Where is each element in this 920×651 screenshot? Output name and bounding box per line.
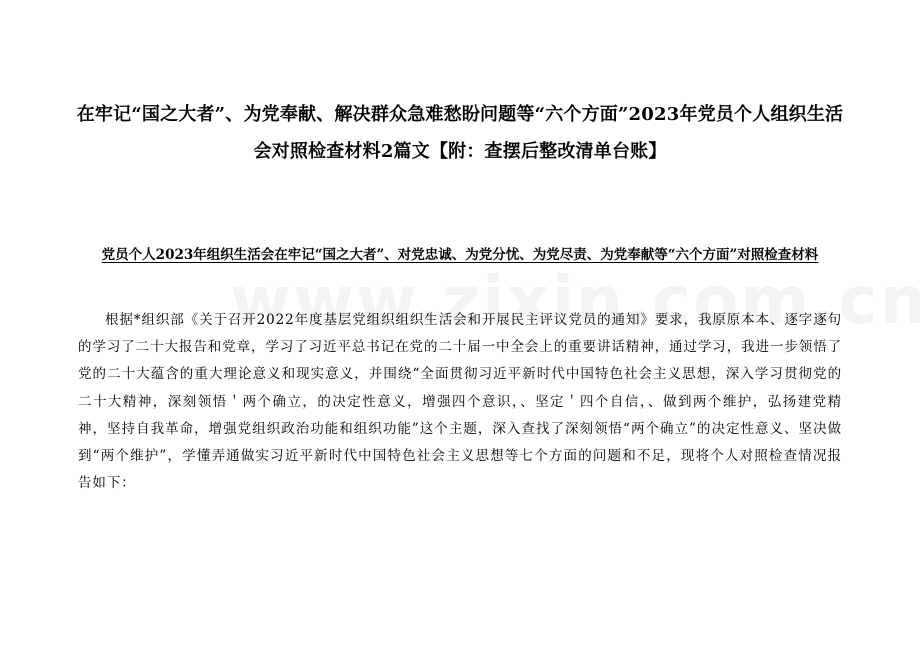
section-heading: 党员个人2023年组织生活会在牢记“国之大者”、对党忠诚、为党分忧、为党尽责、为党奉献等“六个方面”对照检查材料	[101, 247, 819, 263]
document-title: 在牢记“国之大者”、为党奉献、解决群众急难愁盼问题等“六个方面”2023年党员个人组织生活会对照检查材料2篇文【附：查摆后整改清单台账】	[76, 104, 844, 162]
body-paragraph: 根据*组织部《关于召开2022年度基层党组织组织生活会和开展民主评议党员的通知》要求，我原原本本、逐字逐句的学习了二十大报告和党章，学习了习近平总书记在党的二十届一中全会上的重要讲话精神，通过学习，我进一步领悟了党的二十大蕴含的重大理论意义和现实意义，并围绕“全面贯彻习近平新时代中国特色社会主义思想，深入学习贯彻党的二十大精神，深刻领悟＇两个确立，的决定性意义，增强四个意识，、坚定＇四个自信，、做到两个维护，弘扬建党精神，坚持自我革命，增强党组织政治功能和组织功能”这个主题，深入查找了深刻领悟“两个确立”的决定性意义、坚决做到“两个维护”，学懂弄通做实习近平新时代中国特色社会主义思想等七个方面的问题和不足，现将个人对照检查情况报告如下：	[78, 312, 842, 492]
